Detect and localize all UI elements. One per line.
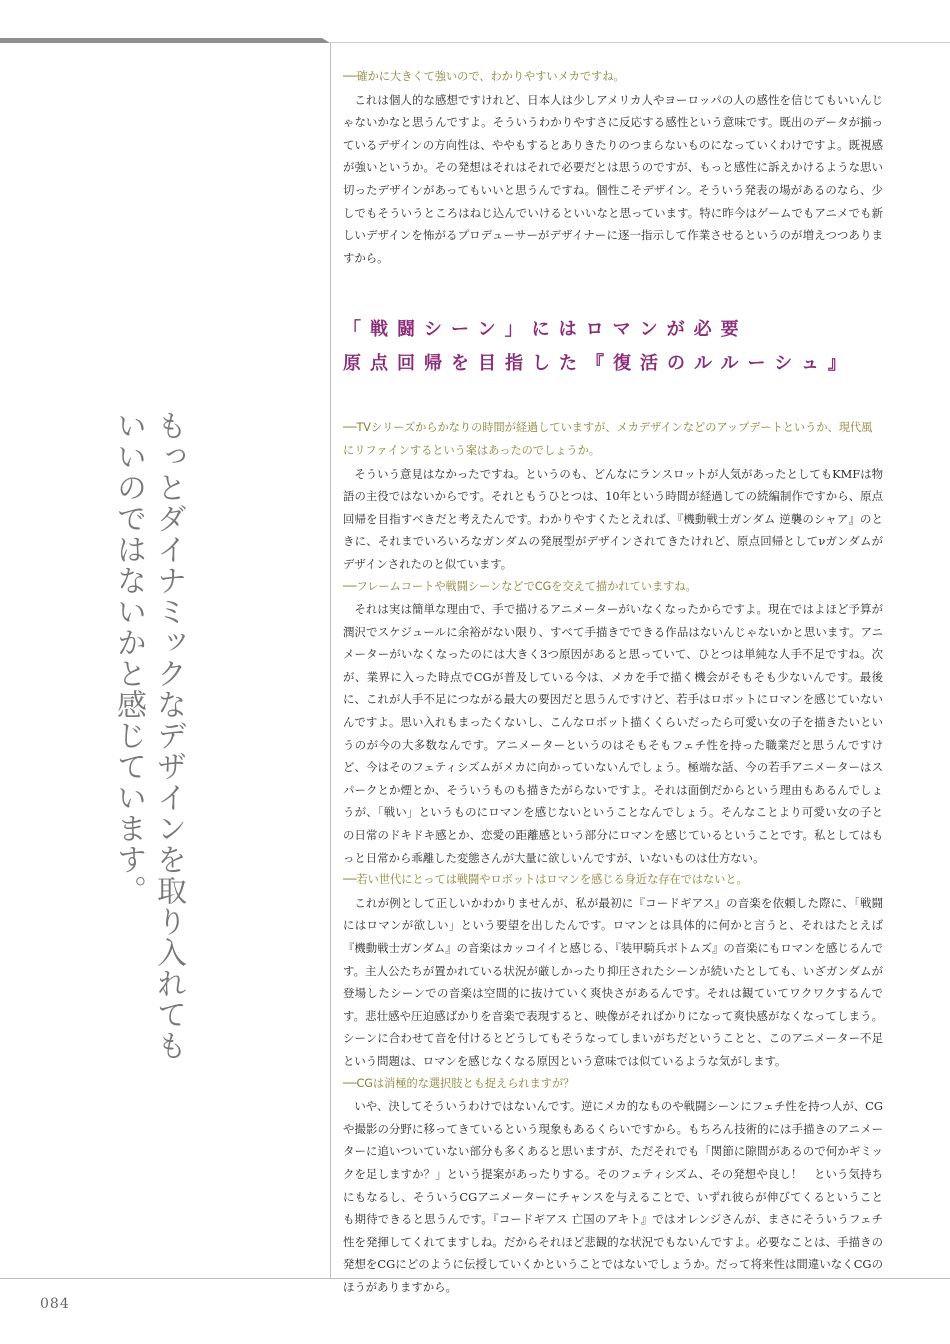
- question-5: ──CGは消極的な選択肢とも捉えられますが？: [343, 1076, 575, 1090]
- question-4: ──若い世代にとっては戦闘やロボットはロマンを感じる身近な存在ではないと。: [343, 873, 748, 887]
- answer-1: これは個人的な感想ですけれど、日本人は少しアメリカ人やヨーロッパの人の感性を信じてもいいんじゃないかなと思うんですよ。そういうわかりやすさに反応する感性という意味です。既出のデータが揃っているデザインの方向性は、ややもするとありきたりのつまらないものになっていくわけですよ。既視感が強いというか。その発想はそれはそれで必要だとは思うのですが、もっと感性に訴えかけるような思い切ったデザインがあってもいいと思うんですね。個性こそデザイン。そういう発表の場があるのなら、少しでもそういうところはねじ込んでいけるといいなと思っています。特に昨今はゲームでもアニメでも新しいデザインを怖がるプロデューサーがデザイナーに逐一指示して作業させるというのが増えつつありますから。: [343, 92, 883, 265]
- section-heading: [343, 313, 883, 381]
- answer-4: これが例として正しいかわかりませんが、私が最初に『コードギアス』の音楽を依頼した際に、「戦闘にはロマンが欲しい」という要望を出したんです。ロマンとは具体的に何かと言うと、それはたとえば『機動戦士ガンダム』の音楽はカッコイイと感じる、『装甲騎兵ボトムズ』の音楽にもロマンを感じるんです。主人公たちが置かれている状況が厳しかったり抑圧されたシーンが続いたとしても、いざガンダムが登場したシーンでの音楽は空間的に抜けていく爽快さがあるんです。それは観ていてワクワクするんです。悲壮感や圧迫感ばかりを音楽で表現すると、映像がそればかりになって爽快感がなくなってしまう。シーンに合わせて音を付けるとどうしてもそうなってしまいがちだということと、このアニメーター不足という問題は、ロマンを感じなくなる原因という意味では似ているような気がします。: [343, 895, 883, 1068]
- top-rule-left: [0, 38, 330, 43]
- question-2: ──TVシリーズからかなりの時間が経過していますが、メカデザインなどのアップデートというか、現代風にリファインするという案はあったのでしょうか。: [343, 421, 873, 457]
- article-body: [343, 66, 883, 1299]
- page-number: 084: [40, 1296, 70, 1312]
- section-heading-line-2: 原点回帰を目指した『復活のルルーシュ』: [343, 353, 855, 375]
- question-3: ──フレームコートや戦闘シーンなどでCGを交えて描かれていますね。: [343, 579, 697, 593]
- answer-5: いや、決してそういうわけではないんです。逆にメカ的なものや戦闘シーンにフェチ性を持つ人が、CGや撮影の分野に移ってきているという現象もあるくらいですから。もちろん技術的には手描きのアニメーターに追いついていない部分も多くあると思いますが、ただそれでも「関節に隙間があるので何かギミックを足しますか？」という提案があったりする。そのフェティシズム、その発想や良し！ という気持ちにもなるし、そういうCGアニメーターにチャンスを与えることで、いずれ彼らが伸びてくるということも期待できると思うんです。『コードギアス 亡国のアキト』ではオレンジさんが、まさにそういうフェチ性を発揮してくれてますしね。だからそれほど悲観的な状況でもないんですよ。必要なことは、手描きの発想をCGにどのように伝授していくかということではないでしょうか。だって将来性は間違いなくCGのほうがありますから。: [343, 1099, 883, 1294]
- column-divider: [330, 42, 331, 1278]
- pull-quote: [108, 410, 188, 1230]
- answer-3: それは実は簡単な理由で、手で描けるアニメーターがいなくなったからですよ。現在ではよほど予算が潤沢でスケジュールに余裕がない限り、すべて手描きでできる作品はないんじゃないかと思います。アニメーターがいなくなったのには大きく3つ原因があると思っていて、ひとつは単純な人手不足ですね。次が、業界に入った時点でCGが普及している今は、メカを手で描く機会がそもそも少ないんです。最後に、これが人手不足につながる最大の要因だと思うんですけど、若手はロボットにロマンを感じていないんですよ。思い入れもまったくないし、こんなロボット描くくらいだったら可愛い女の子を描きたいというのが今の大多数なんです。アニメーターというのはそもそもフェチ性を持った職業だと思うんですけど、今はそのフェティシズムがメカに向かっていないんでしょう。極端な話、今の若手アニメーターはスパークとか煙とか、そういうものも描きたがらないですよ。それは面倒だからという理由もあるんでしょうが、「戦い」というものにロマンを感じないということなんでしょう。そんなことより可愛い女の子との日常のドキドキ感とか、恋愛の距離感という部分にロマンを感じているということです。私としてはもっと日常から乖離した変態さんが大量に欲しいんですが、いないものは仕方ない。: [343, 602, 883, 865]
- answer-2: そういう意見はなかったですね。というのも、どんなにランスロットが人気があったとしてもKMFは物語の主役ではないからです。それともうひとつは、10年という時間が経過しての続編制作ですから、原点回帰を目指すべきだと考えたんです。わかりやすくたとえれば、『機動戦士ガンダム 逆襲のシャア』のときに、それまでいろいろなガンダムの発展型がデザインされてきたけれど、原点回帰としてνガンダムがデザインされたのと似ています。: [343, 466, 883, 571]
- top-rule-right: [330, 42, 950, 43]
- pull-quote-line-2: いいのではないかと感じています。: [111, 410, 146, 906]
- section-heading-line-1: 「戦闘シーン」にはロマンが必要: [343, 319, 748, 341]
- pull-quote-line-1: もっとダイナミックなデザインを取り入れても: [151, 410, 186, 1061]
- question-1: ──確かに大きくて強いので、わかりやすいメカですね。: [343, 70, 625, 83]
